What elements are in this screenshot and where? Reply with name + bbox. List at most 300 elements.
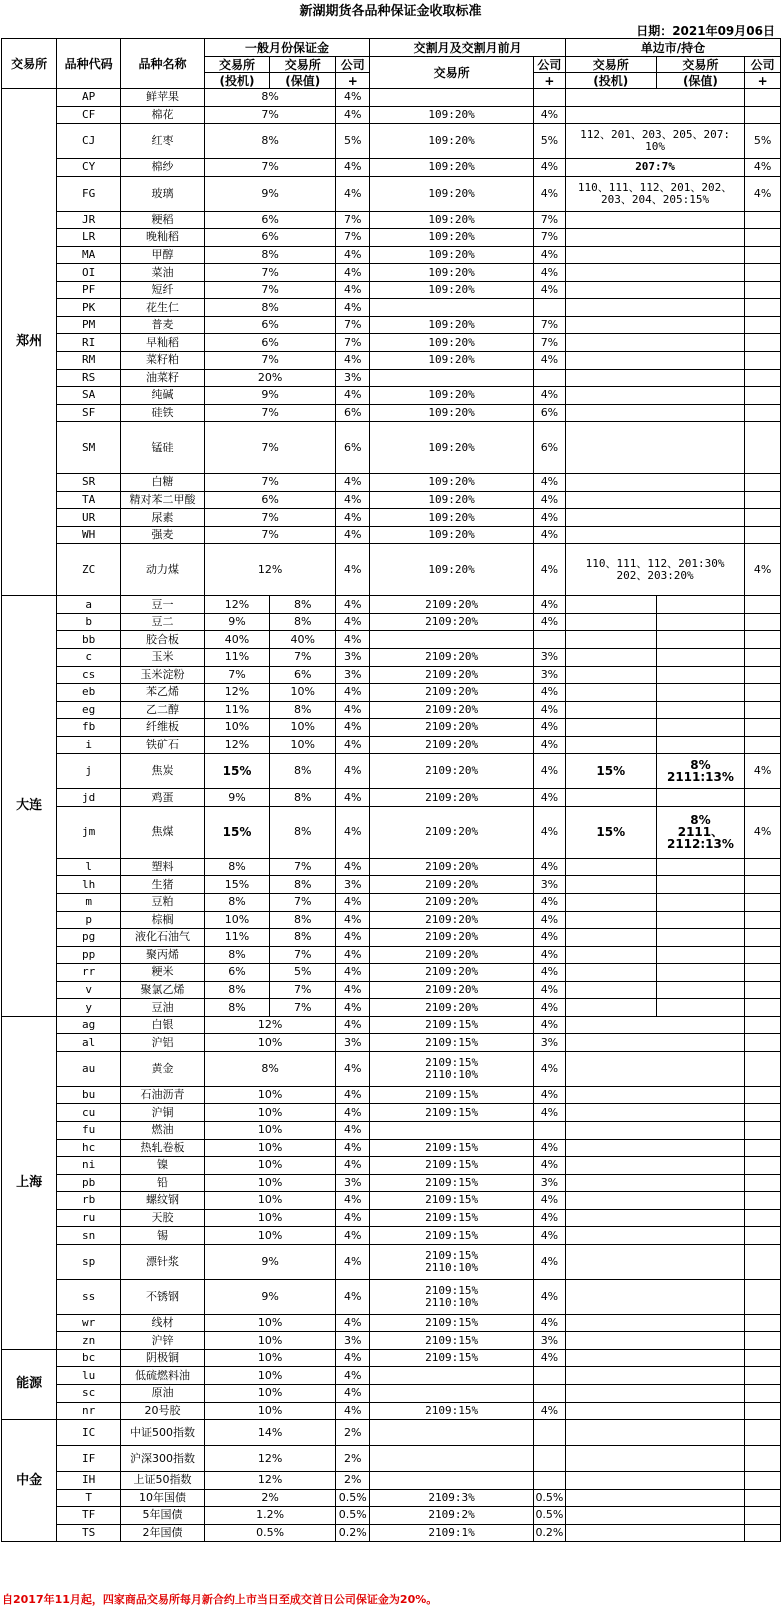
single-side-company: [745, 106, 781, 124]
single-side-company: [745, 858, 781, 876]
margin-company: 4%: [336, 1016, 370, 1034]
product-name: 粳米: [121, 964, 205, 982]
single-side-exchange: [565, 1051, 744, 1086]
delivery-company: 4%: [533, 613, 565, 631]
margin-speculation: 9%: [204, 613, 269, 631]
single-side-company: [745, 1349, 781, 1367]
product-code: bb: [57, 631, 121, 649]
margin-hedge: 8%: [270, 789, 336, 807]
margin-company: 6%: [336, 422, 370, 474]
margin-exchange: 20%: [204, 369, 335, 387]
table-row: [2, 1314, 781, 1332]
product-code: fu: [57, 1121, 121, 1139]
single-side-company: [745, 509, 781, 527]
product-name: 硅铁: [121, 404, 205, 422]
margin-exchange: 6%: [204, 334, 335, 352]
single-side-company: [745, 736, 781, 754]
margin-exchange: 12%: [204, 1446, 335, 1472]
single-side-company: [745, 999, 781, 1017]
single-side-hedge: [656, 596, 745, 614]
margin-speculation: 12%: [204, 684, 269, 702]
delivery-exchange: 2109:20%: [370, 911, 534, 929]
margin-company: 3%: [336, 1332, 370, 1350]
header-single-company-2: +: [745, 73, 781, 89]
delivery-company: 4%: [533, 596, 565, 614]
product-code: zn: [57, 1332, 121, 1350]
delivery-exchange: 2109:15%: [370, 1104, 534, 1122]
product-name: 塑料: [121, 858, 205, 876]
margin-exchange: 12%: [204, 1472, 335, 1490]
delivery-company: 4%: [533, 858, 565, 876]
margin-company: 4%: [336, 1279, 370, 1314]
single-side-exchange: [565, 1034, 744, 1052]
margin-company: 4%: [336, 491, 370, 509]
margin-exchange: 8%: [204, 246, 335, 264]
single-side-company: [745, 1104, 781, 1122]
single-side-exchange: [565, 1472, 744, 1490]
margin-exchange: 7%: [204, 106, 335, 124]
delivery-exchange: 2109:2%: [370, 1507, 534, 1525]
single-side-company: [745, 701, 781, 719]
single-side-speculation: [565, 666, 656, 684]
product-code: fb: [57, 719, 121, 737]
margin-company: 4%: [336, 89, 370, 107]
delivery-exchange: 109:20%: [370, 176, 534, 211]
single-side-exchange: [565, 352, 744, 370]
product-name: 油菜籽: [121, 369, 205, 387]
product-code: sc: [57, 1384, 121, 1402]
product-code: SF: [57, 404, 121, 422]
margin-speculation: 8%: [204, 946, 269, 964]
table-row: [2, 666, 781, 684]
table-row: [2, 964, 781, 982]
table-row: [2, 1420, 781, 1446]
margin-speculation: 40%: [204, 631, 269, 649]
single-side-company: [745, 422, 781, 474]
single-side-exchange: 112、201、203、205、207: 10%: [565, 124, 744, 159]
delivery-exchange: [370, 1472, 534, 1490]
margin-company: 4%: [336, 684, 370, 702]
product-name: 2年国债: [121, 1524, 205, 1542]
delivery-company: 4%: [533, 1209, 565, 1227]
table-row: [2, 352, 781, 370]
single-side-company: [745, 1367, 781, 1385]
product-name: 豆二: [121, 613, 205, 631]
delivery-company: [533, 1420, 565, 1446]
margin-company: 4%: [336, 526, 370, 544]
delivery-company: 4%: [533, 1016, 565, 1034]
single-side-exchange: [565, 264, 744, 282]
margin-exchange: 9%: [204, 1279, 335, 1314]
margin-company: 4%: [336, 1227, 370, 1245]
table-row: [2, 1034, 781, 1052]
delivery-company: [533, 1367, 565, 1385]
delivery-exchange: 2109:20%: [370, 719, 534, 737]
product-name: 玉米淀粉: [121, 666, 205, 684]
table-row: [2, 719, 781, 737]
product-code: IH: [57, 1472, 121, 1490]
margin-company: 4%: [336, 159, 370, 177]
delivery-company: 4%: [533, 264, 565, 282]
margin-exchange: 7%: [204, 404, 335, 422]
date-label: 日期：2021年09月06日: [636, 24, 775, 38]
margin-hedge: 5%: [270, 964, 336, 982]
product-code: CY: [57, 159, 121, 177]
delivery-company: 4%: [533, 526, 565, 544]
margin-company: 4%: [336, 1402, 370, 1420]
margin-hedge: 10%: [270, 684, 336, 702]
single-side-company: [745, 613, 781, 631]
table-row: [2, 1174, 781, 1192]
single-side-exchange: [565, 526, 744, 544]
single-side-exchange: [565, 387, 744, 405]
margin-exchange: 9%: [204, 176, 335, 211]
product-code: CF: [57, 106, 121, 124]
product-name: 胶合板: [121, 631, 205, 649]
margin-company: 7%: [336, 229, 370, 247]
delivery-exchange: [370, 1420, 534, 1446]
single-side-company: [745, 929, 781, 947]
margin-company: 4%: [336, 806, 370, 858]
delivery-exchange: 2109:20%: [370, 684, 534, 702]
margin-exchange: 6%: [204, 211, 335, 229]
table-row: [2, 1472, 781, 1490]
margin-company: 4%: [336, 352, 370, 370]
product-name: 焦炭: [121, 754, 205, 789]
single-side-company: [745, 631, 781, 649]
margin-exchange: 10%: [204, 1314, 335, 1332]
margin-exchange: 7%: [204, 509, 335, 527]
delivery-company: 4%: [533, 929, 565, 947]
table-row: [2, 544, 781, 596]
product-name: 白糖: [121, 474, 205, 492]
delivery-company: 4%: [533, 684, 565, 702]
table-row: [2, 1279, 781, 1314]
single-side-speculation: [565, 981, 656, 999]
margin-exchange: 7%: [204, 264, 335, 282]
single-side-company: [745, 1192, 781, 1210]
single-side-speculation: [565, 893, 656, 911]
single-side-company: [745, 1157, 781, 1175]
product-code: CJ: [57, 124, 121, 159]
margin-company: 4%: [336, 911, 370, 929]
margin-company: 4%: [336, 1051, 370, 1086]
single-side-exchange: [565, 1174, 744, 1192]
table-row: [2, 876, 781, 894]
single-side-hedge: [656, 701, 745, 719]
delivery-company: 0.2%: [533, 1524, 565, 1542]
delivery-exchange: 2109:15%: [370, 1402, 534, 1420]
single-side-exchange: [565, 1209, 744, 1227]
product-name: 粳稻: [121, 211, 205, 229]
margin-speculation: 15%: [204, 876, 269, 894]
table-row: [2, 613, 781, 631]
product-code: sn: [57, 1227, 121, 1245]
margin-company: 7%: [336, 334, 370, 352]
table-row: [2, 684, 781, 702]
margin-company: 4%: [336, 893, 370, 911]
single-side-exchange: [565, 1332, 744, 1350]
single-side-exchange: [565, 1489, 744, 1507]
single-side-speculation: 15%: [565, 754, 656, 789]
single-side-company: 5%: [745, 124, 781, 159]
product-name: 铅: [121, 1174, 205, 1192]
single-side-hedge: [656, 631, 745, 649]
table-row: [2, 159, 781, 177]
single-side-company: [745, 911, 781, 929]
delivery-company: [533, 369, 565, 387]
margin-hedge: 7%: [270, 893, 336, 911]
product-name: 甲醇: [121, 246, 205, 264]
margin-speculation: 15%: [204, 754, 269, 789]
header-exchange: 交易所: [2, 39, 57, 89]
margin-company: 4%: [336, 596, 370, 614]
single-side-company: [745, 334, 781, 352]
product-name: 20号胶: [121, 1402, 205, 1420]
product-name: 早籼稻: [121, 334, 205, 352]
margin-exchange: 1.2%: [204, 1507, 335, 1525]
single-side-exchange: [565, 1402, 744, 1420]
delivery-exchange: 109:20%: [370, 509, 534, 527]
margin-table: [1, 38, 781, 1542]
table-row: [2, 1086, 781, 1104]
margin-exchange: 7%: [204, 422, 335, 474]
single-side-hedge: [656, 719, 745, 737]
single-side-company: [745, 946, 781, 964]
margin-company: 4%: [336, 946, 370, 964]
single-side-exchange: [565, 422, 744, 474]
product-code: hc: [57, 1139, 121, 1157]
margin-exchange: 0.5%: [204, 1524, 335, 1542]
single-side-hedge: [656, 613, 745, 631]
delivery-exchange: 2109:15%: [370, 1314, 534, 1332]
single-side-exchange: 207:7%: [565, 159, 744, 177]
margin-speculation: 8%: [204, 999, 269, 1017]
margin-hedge: 8%: [270, 613, 336, 631]
table-row: [2, 176, 781, 211]
product-code: T: [57, 1489, 121, 1507]
margin-exchange: 6%: [204, 316, 335, 334]
single-side-exchange: [565, 89, 744, 107]
delivery-exchange: 2109:15% 2110:10%: [370, 1244, 534, 1279]
delivery-exchange: [370, 89, 534, 107]
product-name: 漂针浆: [121, 1244, 205, 1279]
product-code: PM: [57, 316, 121, 334]
table-row: [2, 1157, 781, 1175]
single-side-speculation: [565, 876, 656, 894]
product-code: MA: [57, 246, 121, 264]
single-side-company: [745, 1016, 781, 1034]
product-name: 豆一: [121, 596, 205, 614]
table-row: [2, 999, 781, 1017]
margin-company: 4%: [336, 1086, 370, 1104]
product-code: UR: [57, 509, 121, 527]
delivery-exchange: 2109:20%: [370, 649, 534, 667]
single-side-speculation: [565, 613, 656, 631]
single-side-exchange: [565, 1507, 744, 1525]
page-title: 新湖期货各品种保证金收取标准: [299, 4, 482, 19]
single-side-exchange: [565, 211, 744, 229]
delivery-company: 4%: [533, 159, 565, 177]
margin-company: 6%: [336, 404, 370, 422]
table-row: [2, 1139, 781, 1157]
single-side-speculation: [565, 946, 656, 964]
margin-exchange: 7%: [204, 281, 335, 299]
delivery-company: 4%: [533, 281, 565, 299]
product-name: 花生仁: [121, 299, 205, 317]
delivery-exchange: 2109:15%: [370, 1139, 534, 1157]
single-side-exchange: [565, 1349, 744, 1367]
margin-company: 4%: [336, 631, 370, 649]
margin-exchange: 10%: [204, 1104, 335, 1122]
single-side-hedge: [656, 736, 745, 754]
table-row: [2, 1209, 781, 1227]
margin-exchange: 10%: [204, 1349, 335, 1367]
product-name: 普麦: [121, 316, 205, 334]
delivery-company: 7%: [533, 229, 565, 247]
exchange-name: 能源: [2, 1349, 57, 1419]
table-row: [2, 369, 781, 387]
single-side-exchange: [565, 1244, 744, 1279]
single-side-company: 4%: [745, 754, 781, 789]
product-code: IC: [57, 1420, 121, 1446]
single-side-speculation: 15%: [565, 806, 656, 858]
margin-exchange: 9%: [204, 387, 335, 405]
product-code: AP: [57, 89, 121, 107]
product-name: 沪铜: [121, 1104, 205, 1122]
delivery-exchange: 2109:20%: [370, 701, 534, 719]
delivery-company: 4%: [533, 701, 565, 719]
product-name: 晚籼稻: [121, 229, 205, 247]
margin-exchange: 10%: [204, 1121, 335, 1139]
delivery-company: 3%: [533, 666, 565, 684]
table-row: [2, 1244, 781, 1279]
table-row: [2, 701, 781, 719]
table-row: [2, 509, 781, 527]
single-side-company: [745, 876, 781, 894]
product-code: JR: [57, 211, 121, 229]
delivery-company: 4%: [533, 1349, 565, 1367]
product-code: ZC: [57, 544, 121, 596]
margin-exchange: 10%: [204, 1384, 335, 1402]
single-side-company: [745, 316, 781, 334]
product-code: rb: [57, 1192, 121, 1210]
footer-note: 自2017年11月起，四家商品交易所每月新合约上市当日至成交首日公司保证金为20%。: [2, 1593, 438, 1606]
margin-hedge: 10%: [270, 719, 336, 737]
table-row: [2, 1402, 781, 1420]
product-name: 黄金: [121, 1051, 205, 1086]
single-side-exchange: [565, 1192, 744, 1210]
margin-company: 2%: [336, 1420, 370, 1446]
margin-hedge: 8%: [270, 701, 336, 719]
header-exch-hedge-2: (保值): [270, 73, 336, 89]
single-side-company: 4%: [745, 806, 781, 858]
table-row: [2, 1446, 781, 1472]
margin-hedge: 40%: [270, 631, 336, 649]
single-side-hedge: [656, 929, 745, 947]
delivery-exchange: 2109:15%: [370, 1209, 534, 1227]
header-delivery-exchange: 交易所: [370, 57, 534, 89]
product-name: 沪铝: [121, 1034, 205, 1052]
single-side-company: [745, 474, 781, 492]
product-name: 豆油: [121, 999, 205, 1017]
delivery-exchange: 109:20%: [370, 474, 534, 492]
margin-exchange: 10%: [204, 1332, 335, 1350]
table-row: [2, 631, 781, 649]
delivery-exchange: 109:20%: [370, 387, 534, 405]
margin-hedge: 8%: [270, 876, 336, 894]
single-side-exchange: [565, 474, 744, 492]
single-side-company: [745, 299, 781, 317]
product-code: au: [57, 1051, 121, 1086]
product-code: lh: [57, 876, 121, 894]
single-side-exchange: [565, 369, 744, 387]
single-side-company: [745, 1086, 781, 1104]
product-name: 鲜苹果: [121, 89, 205, 107]
margin-company: 4%: [336, 929, 370, 947]
single-side-company: [745, 1279, 781, 1314]
single-side-company: [745, 1244, 781, 1279]
header-single-exch-hedge-2: (保值): [656, 73, 745, 89]
margin-company: 4%: [336, 1209, 370, 1227]
delivery-company: 4%: [533, 1192, 565, 1210]
margin-speculation: 8%: [204, 893, 269, 911]
product-code: m: [57, 893, 121, 911]
product-code: b: [57, 613, 121, 631]
delivery-exchange: 2109:15%: [370, 1332, 534, 1350]
delivery-company: 4%: [533, 1139, 565, 1157]
delivery-exchange: 2109:15%: [370, 1174, 534, 1192]
single-side-company: [745, 649, 781, 667]
delivery-exchange: 2109:20%: [370, 736, 534, 754]
margin-company: 3%: [336, 649, 370, 667]
table-row: [2, 211, 781, 229]
margin-company: 4%: [336, 1192, 370, 1210]
delivery-company: 4%: [533, 911, 565, 929]
single-side-exchange: [565, 106, 744, 124]
margin-company: 3%: [336, 666, 370, 684]
product-name: 菜油: [121, 264, 205, 282]
delivery-exchange: 2109:20%: [370, 999, 534, 1017]
product-code: ag: [57, 1016, 121, 1034]
single-side-exchange: [565, 1227, 744, 1245]
table-row: [2, 1524, 781, 1542]
margin-exchange: 9%: [204, 1244, 335, 1279]
margin-hedge: 6%: [270, 666, 336, 684]
margin-exchange: 2%: [204, 1489, 335, 1507]
product-name: 强麦: [121, 526, 205, 544]
margin-company: 4%: [336, 754, 370, 789]
single-side-exchange: [565, 1524, 744, 1542]
margin-company: 0.5%: [336, 1507, 370, 1525]
single-side-company: [745, 1420, 781, 1446]
product-code: a: [57, 596, 121, 614]
product-name: 纯碱: [121, 387, 205, 405]
table-row: [2, 229, 781, 247]
single-side-hedge: [656, 981, 745, 999]
delivery-company: 3%: [533, 876, 565, 894]
single-side-exchange: [565, 1384, 744, 1402]
product-code: OI: [57, 264, 121, 282]
margin-company: 4%: [336, 701, 370, 719]
product-name: 上证50指数: [121, 1472, 205, 1490]
margin-company: 4%: [336, 387, 370, 405]
single-side-exchange: [565, 1446, 744, 1472]
margin-company: 4%: [336, 999, 370, 1017]
single-side-exchange: [565, 1016, 744, 1034]
table-row: [2, 264, 781, 282]
margin-exchange: 10%: [204, 1209, 335, 1227]
